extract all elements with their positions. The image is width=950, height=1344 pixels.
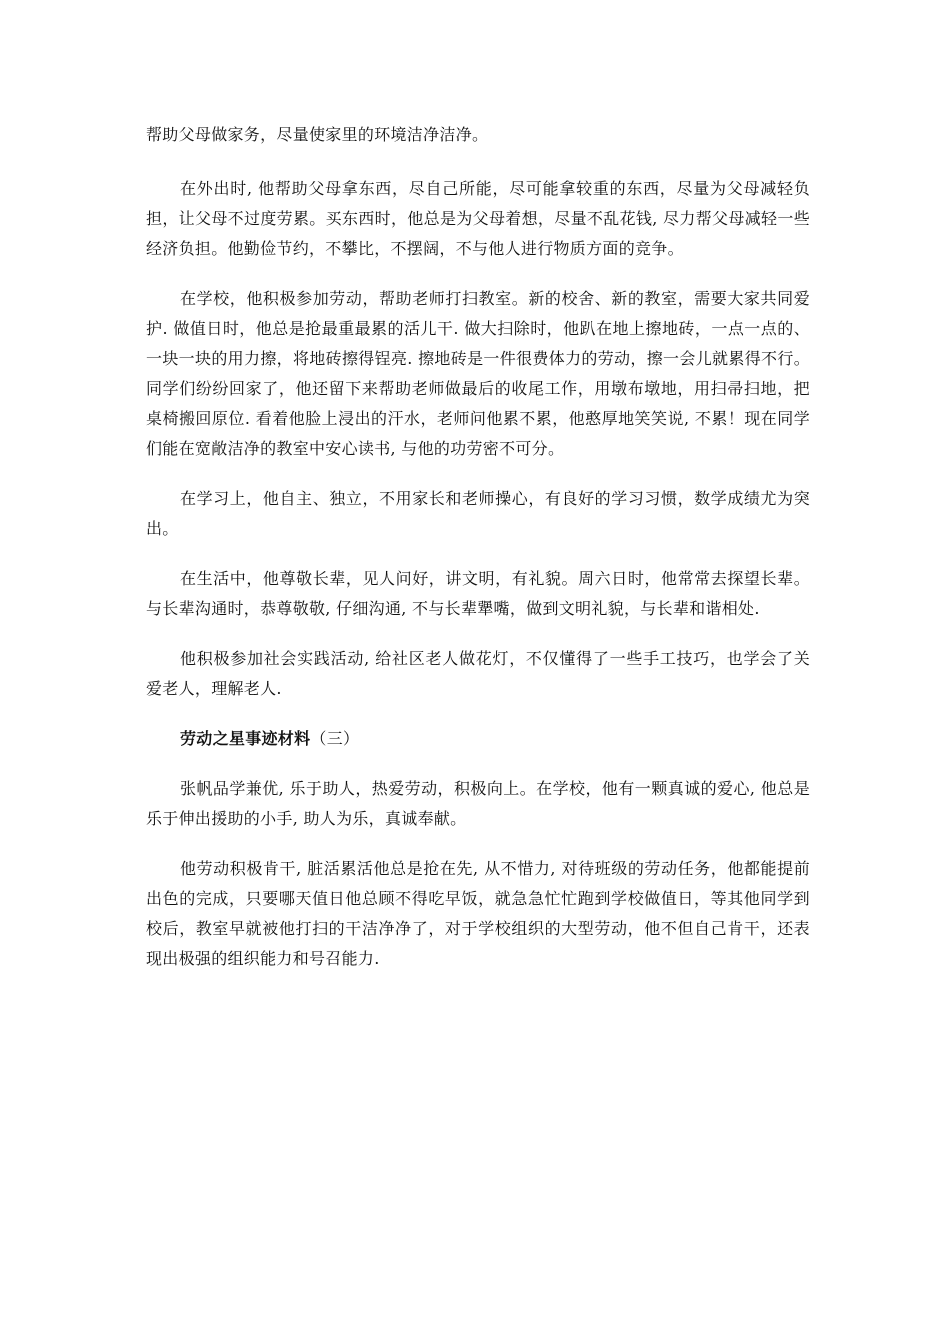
paragraph-zhang-fan-labor: 他劳动积极肯干, 脏活累活他总是抢在先, 从不惜力, 对待班级的劳动任务，他都能提前出色的完成，只要哪天值日他总顾不得吃早饭，就急急忙忙跑到学校做值日，等其他同学到校后，教室早就被他打扫的干洁净净了，对于学校组织的大型劳动，他不但自己肯干，还表现出极强的组织能力和号召能力. [146,859,810,968]
paragraph-study: 在学习上，他自主、独立，不用家长和老师操心，有良好的学习习惯，数学成绩尤为突出。 [146,489,810,538]
paragraph-school-labor: 在学校，他积极参加劳动，帮助老师打扫教室。新的校舍、新的教室，需要大家共同爱护. 做值日时，他总是抢最重最累的活儿干. 做大扫除时，他趴在地上擦地砖，一点一点的、一块一块的用力擦，将地砖擦得锃亮. 擦地砖是一件很费体力的劳动，擦一会儿就累得不行。同学们纷纷回家了，他还留下来帮助老师做最后的收尾工作，用墩布墩地，用扫帚扫地，把桌椅搬回原位. 看着他脸上浸出的汗水，老师问他累不累，他憨厚地笑笑说, 不累！现在同学们能在宽敞洁净的教室中安心读书, 与他的功劳密不可分。 [146,289,810,458]
document-page [146,120,810,994]
section-heading [146,724,810,754]
paragraph-social-practice: 他积极参加社会实践活动, 给社区老人做花灯，不仅懂得了一些手工技巧，也学会了关爱老人，理解老人. [146,649,810,698]
paragraph-zhang-fan-intro: 张帆品学兼优, 乐于助人，热爱劳动，积极向上。在学校，他有一颗真诚的爱心, 他总是乐于伸出援助的小手, 助人为乐，真诚奉献。 [146,779,810,828]
paragraph-household: 帮助父母做家务，尽量使家里的环境洁净洁净。 [146,125,489,144]
paragraph-life: 在生活中，他尊敬长辈，见人问好，讲文明，有礼貌。周六日时，他常常去探望长辈。与长辈沟通时，恭尊敬敬, 仔细沟通, 不与长辈犟嘴，做到文明礼貌，与长辈和谐相处. [146,569,810,618]
section-heading-suffix: （三） [310,729,360,748]
section-heading-title: 劳动之星事迹材料 [180,729,311,748]
paragraph-outing: 在外出时, 他帮助父母拿东西，尽自己所能，尽可能拿较重的东西，尽量为父母减轻负担，让父母不过度劳累。买东西时，他总是为父母着想，尽量不乱花钱, 尽力帮父母减轻一些经济负担。他勤俭节约，不攀比，不摆阔，不与他人进行物质方面的竞争。 [146,179,810,258]
